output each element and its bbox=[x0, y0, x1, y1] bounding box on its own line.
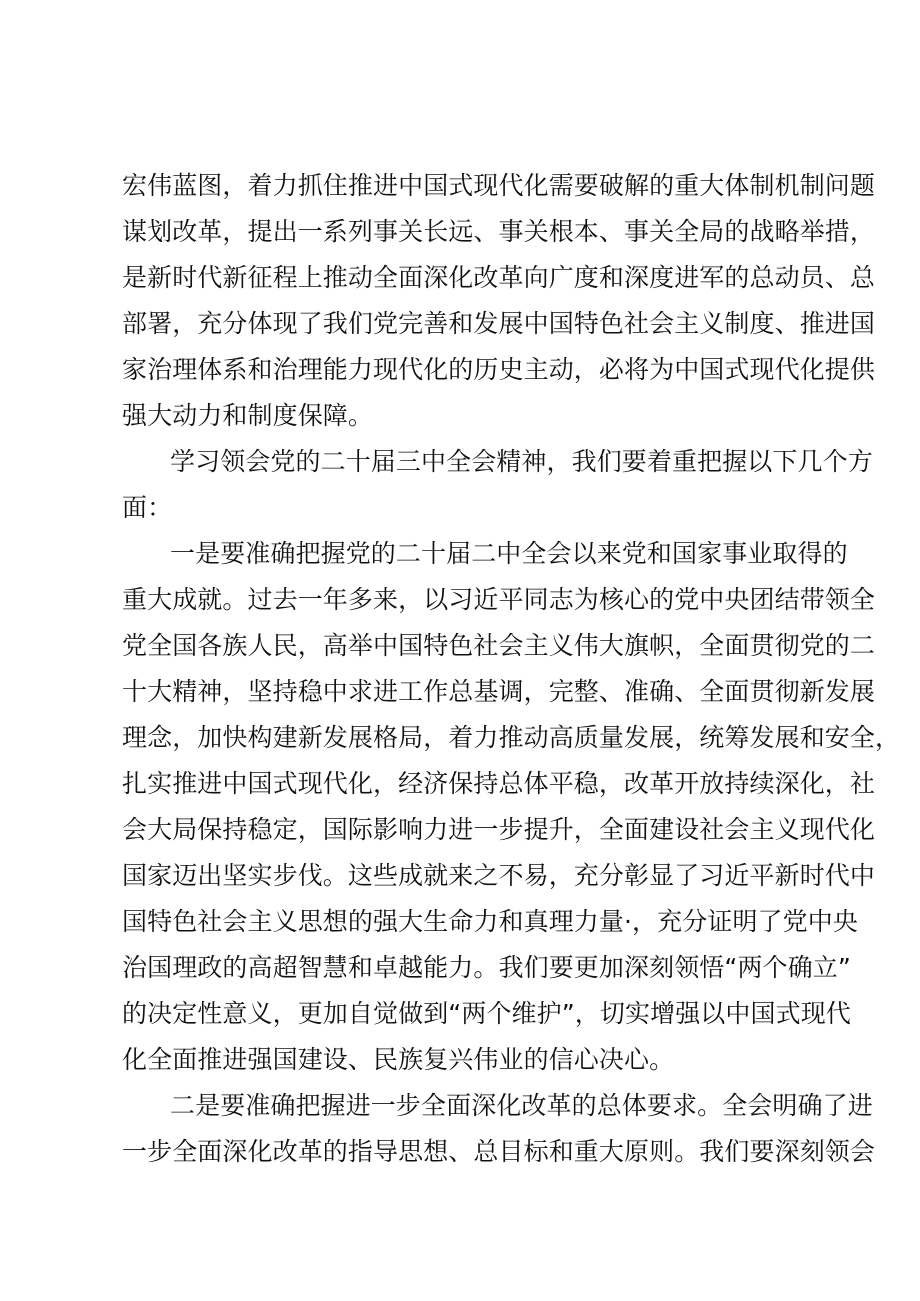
paragraph-first-line: 一是要准确把握党的二十届二中全会以来党和国家事业取得的 bbox=[170, 539, 848, 568]
text-line: 国家迈出坚实步伐。这些成就来之不易，充分彰显了习近平新时代中 bbox=[122, 861, 876, 890]
text-line: 扎实推进中国式现代化，经济保持总体平稳，改革开放持续深化，社 bbox=[122, 769, 876, 798]
text-line: 部署，充分体现了我们党完善和发展中国特色社会主义制度、推进国 bbox=[122, 309, 876, 338]
text-line: 化全面推进强国建设、民族复兴伟业的信心决心。 bbox=[122, 1045, 675, 1074]
text-line: 家治理体系和治理能力现代化的历史主动，必将为中国式现代化提供 bbox=[122, 355, 876, 384]
text-line: 的决定性意义，更加自觉做到“两个维护”，切实增强以中国式现代 bbox=[122, 999, 851, 1028]
text-line: 党全国各族人民，高举中国特色社会主义伟大旗帜，全面贯彻党的二 bbox=[122, 631, 876, 660]
paragraph-first-line: 学习领会党的二十届三中全会精神，我们要着重把握以下几个方 bbox=[170, 447, 873, 476]
text-line: 理念，加快构建新发展格局，着力推动高质量发展，统筹发展和安全， bbox=[122, 723, 901, 752]
text-line: 十大精神，坚持稳中求进工作总基调，完整、准确、全面贯彻新发展 bbox=[122, 677, 876, 706]
text-line: 强大动力和制度保障。 bbox=[122, 401, 374, 430]
paragraph-first-line: 二是要准确把握进一步全面深化改革的总体要求。全会明确了进 bbox=[170, 1091, 873, 1120]
text-line: 会大局保持稳定，国际影响力进一步提升，全面建设社会主义现代化 bbox=[122, 815, 876, 844]
text-line: 国特色社会主义思想的强大生命力和真理力量·，充分证明了党中央 bbox=[122, 907, 858, 936]
text-line: 谋划改革，提出一系列事关长远、事关根本、事关全局的战略举措， bbox=[122, 217, 876, 246]
text-line: 面： bbox=[122, 493, 173, 522]
text-line: 宏伟蓝图，着力抓住推进中国式现代化需要破解的重大体制机制问题 bbox=[122, 171, 876, 200]
text-line: 是新时代新征程上推动全面深化改革向广度和深度进军的总动员、总 bbox=[122, 263, 876, 292]
text-line: 一步全面深化改革的指导思想、总目标和重大原则。我们要深刻领会 bbox=[122, 1137, 876, 1166]
text-line: 重大成就。过去一年多来，以习近平同志为核心的党中央团结带领全 bbox=[122, 585, 876, 614]
text-line: 治国理政的高超智慧和卓越能力。我们要更加深刻领悟“两个确立” bbox=[122, 953, 851, 982]
